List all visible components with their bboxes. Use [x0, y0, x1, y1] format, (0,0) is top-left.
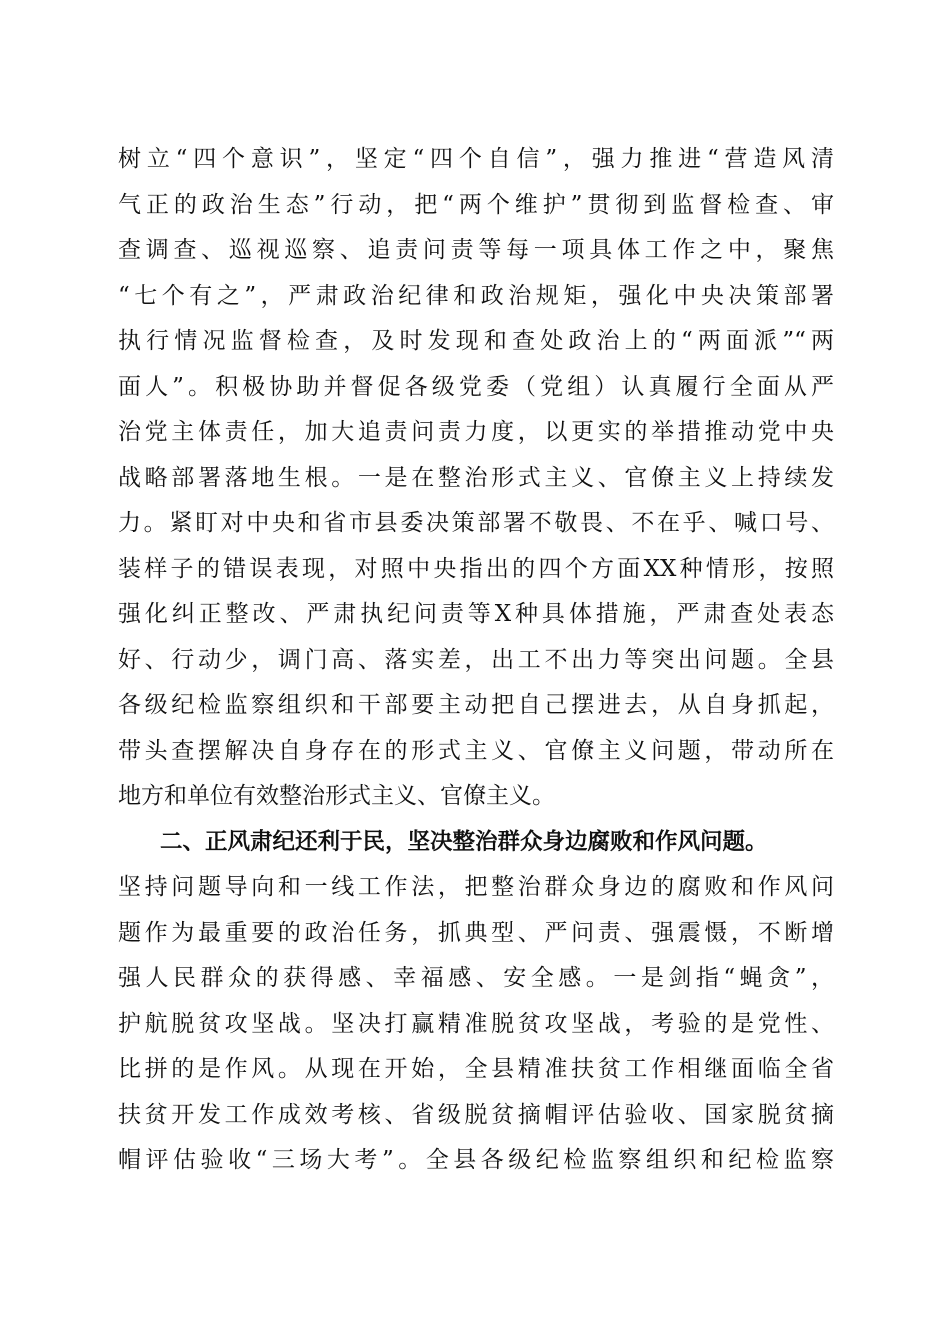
text-line: 各级纪检监察组织和干部要主动把自己摆进去，从自身抓起， — [118, 692, 834, 718]
text-line: 装样子的错误表现，对照中央指出的四个方面XX种情形，按照 — [118, 555, 834, 582]
document-body — [118, 137, 834, 1184]
text-line: 力。紧盯对中央和省市县委决策部署不敬畏、不在乎、喊口号、 — [118, 510, 834, 536]
text-line: “七个有之”，严肃政治纪律和政治规矩，强化中央决策部署 — [118, 282, 834, 309]
text-line: 强人民群众的获得感、幸福感、安全感。一是剑指“蝇贪”， — [118, 965, 834, 991]
text-line: 查调查、巡视巡察、追责问责等每一项具体工作之中，聚焦 — [118, 237, 834, 263]
text-line: 护航脱贫攻坚战。坚决打赢精准脱贫攻坚战，考验的是党性、 — [118, 1010, 834, 1037]
text-line: 地方和单位有效整治形式主义、官僚主义。 — [118, 783, 555, 809]
text-line: 执行情况监督检查，及时发现和查处政治上的“两面派”“两 — [118, 328, 834, 354]
text-line: 比拼的是作风。从现在开始，全县精准扶贫工作相继面临全省 — [118, 1056, 834, 1082]
text-line: 好、行动少，调门高、落实差，出工不出力等突出问题。全县 — [118, 646, 834, 673]
text-line: 带头查摆解决自身存在的形式主义、官僚主义问题，带动所在 — [118, 737, 834, 764]
text-line: 治党主体责任，加大追责问责力度，以更实的举措推动党中央 — [118, 419, 834, 445]
text-line: 题作为最重要的政治任务，抓典型、严问责、强震慑，不断增 — [118, 919, 834, 946]
text-line: 面人”。积极协助并督促各级党委（党组）认真履行全面从严 — [118, 373, 834, 400]
text-line: 气正的政治生态”行动，把“两个维护”贯彻到监督检查、审 — [118, 191, 834, 218]
text-line: 帽评估验收“三场大考”。全县各级纪检监察组织和纪检监察 — [118, 1147, 834, 1173]
text-line: 战略部署落地生根。一是在整治形式主义、官僚主义上持续发 — [118, 464, 834, 491]
text-line: 扶贫开发工作成效考核、省级脱贫摘帽评估验收、国家脱贫摘 — [118, 1101, 834, 1128]
text-line: 树立“四个意识”，坚定“四个自信”，强力推进“营造风清 — [118, 146, 834, 172]
text-line: 强化纠正整改、严肃执纪问责等X种具体措施，严肃查处表态 — [118, 601, 834, 627]
text-line: 坚持问题导向和一线工作法，把整治群众身边的腐败和作风问 — [118, 874, 834, 900]
section-heading: 二、正风肃纪还利于民，坚决整治群众身边腐败和作风问题。 — [160, 828, 768, 855]
